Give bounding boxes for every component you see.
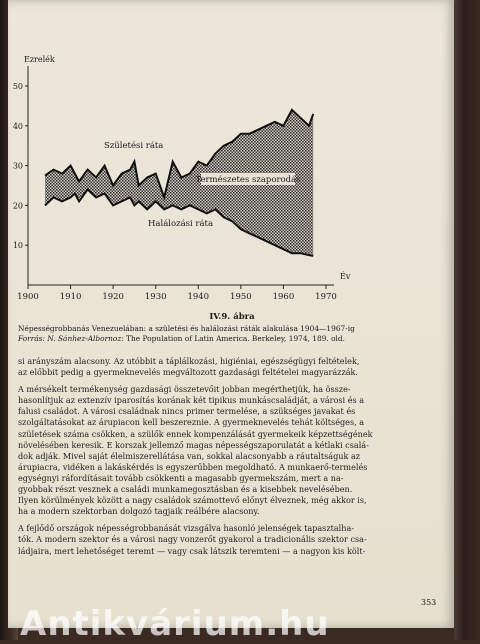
body-line: tók. A modern szektor és a városi nagy vonzerőt gyakorol a tradicionális szektor csa- <box>18 534 367 545</box>
body-line: ládjaira, mert lehetőséget teremt — vagy csak látszik teremteni — a nagyon kis költ- <box>18 545 366 556</box>
source-label: Forrás: N. Sánhez-Albornoz: <box>18 334 124 343</box>
body-line: A fejlődő országok népességrobbanását vizsgálva hasonló jelenségek tapasztalha- <box>18 523 355 534</box>
y-tick-label: 10 <box>12 241 23 251</box>
y-tick-label: 20 <box>12 201 23 211</box>
body-line: az előbbit pedig a gyermeknevelés megváltozott gazdasági feltételei magyarázzák. <box>18 367 359 378</box>
body-line: szolgáltatásokat az árupiacon kell beszereznie. A gyermeknevelés tehát költséges, a <box>18 417 365 428</box>
body-line: gyobbak részt vesznek a családi munkamegosztásban és a kisebbek nevelésében. <box>18 484 353 495</box>
body-line: dok adják. Mivel saját élelmiszerellátása van, sokkal alacsonyabb a ráutaltságuk az <box>18 450 361 461</box>
body-line: egységnyi ráfordításait tovább csökkenti a magasabb gyermekszám, mert a na- <box>18 472 344 483</box>
book-page <box>8 0 456 628</box>
y-tick-label: 30 <box>12 161 23 171</box>
body-line: hasonlítjuk az extenzív iparosítás korának két tipikus munkáscsaládját, a városi és a <box>18 395 365 406</box>
natural-increase-annotation: Természetes szaporodás <box>195 175 301 185</box>
body-line: növelésében keresik. E korszak jellemző magas népességszaporulatát a kétlaki csalá- <box>18 439 369 450</box>
x-tick-label: 1930 <box>144 292 167 302</box>
x-tick-label: 1970 <box>315 292 337 302</box>
x-tick-label: 1910 <box>59 292 82 302</box>
body-line: A mérsékelt termékenység gazdasági összetevőit jobban megérthetjük, ha össze- <box>18 384 351 395</box>
x-tick-label: 1900 <box>17 292 39 302</box>
watermark-logo: Antikvárium.hu <box>20 604 330 644</box>
book-binding-right <box>454 0 480 640</box>
birth-rate-annotation: Születési ráta <box>104 141 164 151</box>
death-rate-annotation: Halálozási ráta <box>148 219 214 229</box>
body-line: árupiacra, vidéken a lakáskérdés is egyszerűbben megoldható. A munkaerő-termelés <box>18 461 368 472</box>
y-tick-label: 50 <box>12 82 23 91</box>
figure-source <box>18 334 458 343</box>
x-tick-label: 1960 <box>272 292 295 302</box>
y-axis-label: Ezrelék <box>24 55 55 64</box>
birth-death-rate-chart <box>8 0 456 310</box>
body-line: falusi családot. A városi családnak nincs primer termelése, a szükséges javakat és <box>18 406 356 417</box>
body-line: Ilyen körülmények között a nagy családok számottevő előnyt élveznek, még akkor is, <box>18 495 367 506</box>
x-tick-label: 1920 <box>102 292 124 302</box>
body-line: si arányszám alacsony. Az utóbbit a táplálkozási, higiéniai, egészségügyi feltételek, <box>18 356 360 366</box>
source-text: The Population of Latin America. Berkeley, 1974, 189. old. <box>126 334 345 343</box>
x-tick-label: 1940 <box>187 292 210 302</box>
figure-caption: Népességrobbanás Venezuelában: a születési és halálozási ráták alakulása 1904—1967-ig <box>18 324 355 333</box>
x-tick-label: 1950 <box>230 292 252 302</box>
x-axis-label: Év <box>340 272 351 281</box>
body-line: születések száma csökken, a szülők ennek kompenzálását gyermekeik képzettségének <box>18 428 373 439</box>
y-tick-label: 40 <box>12 121 23 131</box>
body-text <box>18 356 458 557</box>
body-line: ha a modern szektorban dolgozó tagjaik reálbére alacsony. <box>18 506 260 517</box>
figure-label: IV.9. ábra <box>209 312 255 322</box>
page-number: 353 <box>421 598 437 607</box>
